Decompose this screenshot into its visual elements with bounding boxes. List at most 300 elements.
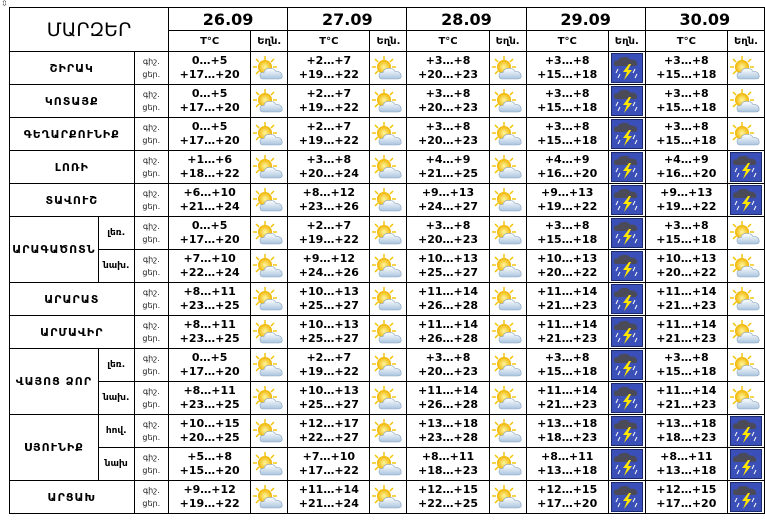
- region-name: ԼՈՌԻ: [10, 151, 135, 184]
- night-temperature: +11…+14: [417, 285, 479, 298]
- temperature-cell: [288, 118, 370, 151]
- time-labels: [134, 52, 168, 85]
- subregion-name: լեռ.: [98, 349, 134, 382]
- sun-cloud-icon: [490, 418, 526, 444]
- table-row: [10, 382, 765, 415]
- weather-cell: [489, 382, 526, 415]
- weather-cell: [608, 283, 645, 316]
- day-temperature: +19…+22: [298, 101, 359, 114]
- weather-cell: [608, 217, 645, 250]
- temperature-cell: [645, 283, 727, 316]
- day-temperature: +18…+23: [537, 431, 598, 444]
- night-temperature: +10…+13: [298, 318, 359, 331]
- weather-cell: [251, 481, 288, 514]
- night-temperature: +4…+9: [544, 153, 590, 166]
- weather-cell: [608, 415, 645, 448]
- day-temperature: +22…+27: [298, 431, 359, 444]
- weather-column-header: Եղն.: [251, 31, 288, 52]
- night-temperature: 0…+5: [191, 54, 228, 67]
- night-temperature: +12…+15: [656, 483, 717, 496]
- sun-cloud-icon: [490, 484, 526, 510]
- temperature-cell: [288, 52, 370, 85]
- day-temperature: +20…+23: [417, 101, 479, 114]
- weather-cell: [608, 151, 645, 184]
- night-temperature: +11…+14: [298, 483, 359, 496]
- weather-cell: [727, 250, 764, 283]
- sun-cloud-icon: [728, 286, 764, 312]
- weather-cell: [608, 52, 645, 85]
- time-labels: [134, 448, 168, 481]
- day-label: ցեր.: [142, 268, 161, 277]
- day-temperature: +17…+20: [179, 101, 240, 114]
- weather-cell: [370, 151, 407, 184]
- night-label: գիշ.: [142, 90, 160, 99]
- day-temperature: +21…+23: [656, 299, 717, 312]
- night-temperature: +9…+13: [421, 186, 475, 199]
- weather-cell: [727, 481, 764, 514]
- day-temperature: +18…+23: [417, 464, 479, 477]
- weather-cell: [608, 118, 645, 151]
- weather-cell: [370, 382, 407, 415]
- day-temperature: +13…+18: [537, 464, 598, 477]
- night-temperature: +9…+13: [660, 186, 713, 199]
- sun-cloud-icon: [728, 220, 764, 246]
- night-temperature: +8…+11: [541, 450, 594, 463]
- day-temperature: +18…+22: [179, 167, 240, 180]
- weather-cell: [370, 52, 407, 85]
- weather-cell: [608, 382, 645, 415]
- day-label: ցեր.: [142, 70, 161, 79]
- day-label: ցեր.: [142, 499, 161, 508]
- day-label: ցեր.: [142, 334, 161, 343]
- night-temperature: +10…+13: [417, 252, 479, 265]
- day-temperature: +23…+26: [298, 200, 359, 213]
- region-name: ԱՐԱՐԱՏ: [10, 283, 135, 316]
- region-name: ԱՐՄԱՎԻՐ: [10, 316, 135, 349]
- temperature-cell: [645, 448, 727, 481]
- temp-column-header: T°C: [288, 31, 370, 52]
- temperature-cell: [645, 481, 727, 514]
- sun-cloud-icon: [251, 385, 287, 411]
- temperature-cell: [288, 448, 370, 481]
- sun-cloud-icon: [490, 220, 526, 246]
- weather-cell: [727, 52, 764, 85]
- night-label: գիշ.: [142, 123, 160, 132]
- night-temperature: +11…+14: [537, 384, 598, 397]
- day-temperature: +21…+23: [537, 299, 598, 312]
- thunderstorm-icon: [609, 350, 645, 380]
- temperature-cell: [645, 316, 727, 349]
- thunderstorm-icon: [728, 185, 764, 215]
- table-row: [10, 250, 765, 283]
- temperature-cell: [169, 151, 251, 184]
- thunderstorm-icon: [609, 383, 645, 413]
- temperature-cell: [169, 382, 251, 415]
- temperature-cell: [526, 217, 608, 250]
- night-temperature: +3…+8: [306, 153, 352, 166]
- day-label: ցեր.: [142, 400, 161, 409]
- day-temperature: +26…+28: [417, 332, 479, 345]
- temperature-cell: [407, 85, 489, 118]
- sun-cloud-icon: [728, 319, 764, 345]
- sun-cloud-icon: [251, 55, 287, 81]
- weather-cell: [608, 85, 645, 118]
- sun-cloud-icon: [490, 352, 526, 378]
- weather-cell: [608, 250, 645, 283]
- sun-cloud-icon: [490, 55, 526, 81]
- temperature-cell: [407, 382, 489, 415]
- temperature-cell: [526, 415, 608, 448]
- day-temperature: +25…+27: [298, 398, 359, 411]
- night-temperature: +3…+8: [544, 54, 590, 67]
- night-temperature: +2…+7: [306, 351, 352, 364]
- day-temperature: +17…+20: [537, 497, 598, 510]
- weather-cell: [608, 349, 645, 382]
- weather-cell: [370, 316, 407, 349]
- night-temperature: +6…+10: [183, 186, 236, 199]
- sun-cloud-icon: [490, 319, 526, 345]
- weather-cell: [489, 316, 526, 349]
- day-temperature: +19…+22: [179, 497, 240, 510]
- weather-cell: [489, 151, 526, 184]
- date-header: 27.09: [288, 8, 407, 31]
- night-temperature: +8…+11: [660, 450, 713, 463]
- day-temperature: +20…+23: [417, 68, 479, 81]
- day-temperature: +19…+22: [298, 233, 359, 246]
- temperature-cell: [288, 184, 370, 217]
- day-temperature: +20…+22: [656, 266, 717, 279]
- sun-cloud-icon: [728, 121, 764, 147]
- weather-cell: [727, 184, 764, 217]
- weather-cell: [251, 316, 288, 349]
- weather-cell: [727, 85, 764, 118]
- night-temperature: +3…+8: [544, 351, 590, 364]
- weather-cell: [251, 151, 288, 184]
- temperature-cell: [645, 118, 727, 151]
- day-temperature: +13…+18: [656, 464, 717, 477]
- sun-cloud-icon: [728, 88, 764, 114]
- weather-cell: [251, 415, 288, 448]
- region-name: ՍՅՈՒՆԻՔ: [10, 415, 99, 481]
- temp-column-header: T°C: [169, 31, 251, 52]
- weather-cell: [489, 481, 526, 514]
- sun-cloud-icon: [251, 484, 287, 510]
- sun-cloud-icon: [370, 121, 406, 147]
- weather-cell: [251, 85, 288, 118]
- night-temperature: +2…+7: [306, 219, 352, 232]
- sun-cloud-icon: [251, 88, 287, 114]
- day-temperature: +26…+28: [417, 299, 479, 312]
- day-temperature: +23…+25: [179, 299, 240, 312]
- sun-cloud-icon: [728, 352, 764, 378]
- sun-cloud-icon: [251, 352, 287, 378]
- table-row: [10, 52, 765, 85]
- time-labels: [134, 481, 168, 514]
- thunderstorm-icon: [609, 53, 645, 83]
- night-temperature: 0…+5: [191, 120, 228, 133]
- day-temperature: +19…+22: [298, 68, 359, 81]
- weather-cell: [370, 85, 407, 118]
- temperature-cell: [288, 151, 370, 184]
- region-name: ԱՐԱԳԱԾՈՏՆ: [10, 217, 99, 283]
- forecast-table: [9, 7, 765, 514]
- night-label: գիշ.: [142, 354, 160, 363]
- sun-cloud-icon: [370, 154, 406, 180]
- sun-cloud-icon: [490, 88, 526, 114]
- time-labels: [134, 316, 168, 349]
- sun-cloud-icon: [370, 319, 406, 345]
- temperature-cell: [645, 85, 727, 118]
- day-temperature: +24…+27: [417, 200, 479, 213]
- weather-cell: [727, 283, 764, 316]
- time-labels: [134, 85, 168, 118]
- night-temperature: +10…+13: [656, 252, 717, 265]
- temperature-cell: [407, 217, 489, 250]
- temperature-cell: [169, 481, 251, 514]
- day-temperature: +17…+20: [179, 134, 240, 147]
- day-temperature: +21…+23: [656, 398, 717, 411]
- night-temperature: +8…+11: [183, 384, 236, 397]
- night-temperature: +7…+10: [183, 252, 236, 265]
- night-temperature: +8…+11: [183, 318, 236, 331]
- weather-cell: [251, 217, 288, 250]
- temperature-cell: [169, 283, 251, 316]
- night-temperature: 0…+5: [191, 87, 228, 100]
- weather-cell: [370, 448, 407, 481]
- day-temperature: +23…+25: [179, 332, 240, 345]
- day-temperature: +16…+20: [537, 167, 598, 180]
- night-temperature: +5…+8: [187, 450, 233, 463]
- night-temperature: +7…+10: [302, 450, 356, 463]
- day-temperature: +20…+23: [417, 233, 479, 246]
- time-labels: [134, 118, 168, 151]
- sun-cloud-icon: [490, 154, 526, 180]
- day-temperature: +21…+23: [656, 332, 717, 345]
- thunderstorm-icon: [609, 482, 645, 512]
- temperature-cell: [526, 283, 608, 316]
- weather-cell: [727, 382, 764, 415]
- weather-cell: [489, 250, 526, 283]
- temperature-cell: [526, 382, 608, 415]
- weather-column-header: Եղն.: [370, 31, 407, 52]
- weather-column-header: Եղն.: [608, 31, 645, 52]
- night-temperature: +12…+15: [417, 483, 479, 496]
- night-temperature: +10…+13: [537, 252, 598, 265]
- temperature-cell: [645, 217, 727, 250]
- temp-column-header: T°C: [407, 31, 489, 52]
- day-label: ցեր.: [142, 433, 161, 442]
- day-label: ցեր.: [142, 169, 161, 178]
- day-temperature: +15…+18: [537, 233, 598, 246]
- temperature-cell: [288, 415, 370, 448]
- time-labels: [134, 250, 168, 283]
- night-temperature: +3…+8: [425, 351, 471, 364]
- table-row: [10, 184, 765, 217]
- date-header: 28.09: [407, 8, 526, 31]
- thunderstorm-icon: [609, 317, 645, 347]
- night-temperature: 0…+5: [191, 351, 228, 364]
- thunderstorm-icon: [609, 284, 645, 314]
- temperature-cell: [407, 151, 489, 184]
- sun-cloud-icon: [490, 121, 526, 147]
- sun-cloud-icon: [490, 451, 526, 477]
- weather-cell: [727, 415, 764, 448]
- day-temperature: +21…+25: [417, 167, 479, 180]
- night-temperature: +9…+13: [541, 186, 594, 199]
- temperature-cell: [288, 250, 370, 283]
- date-header: 26.09: [169, 8, 288, 31]
- night-temperature: +3…+8: [544, 120, 590, 133]
- region-name: ՇԻՐԱԿ: [10, 52, 135, 85]
- day-temperature: +21…+23: [537, 332, 598, 345]
- day-temperature: +17…+20: [179, 365, 240, 378]
- subregion-name: նախ.: [98, 250, 134, 283]
- night-temperature: +3…+8: [663, 219, 709, 232]
- weather-cell: [251, 118, 288, 151]
- sun-cloud-icon: [490, 187, 526, 213]
- temperature-cell: [288, 316, 370, 349]
- thunderstorm-icon: [609, 251, 645, 281]
- night-temperature: +1…+6: [187, 153, 233, 166]
- night-label: գիշ.: [142, 453, 160, 462]
- thunderstorm-icon: [609, 218, 645, 248]
- temperature-cell: [645, 184, 727, 217]
- day-label: ցեր.: [142, 136, 161, 145]
- temperature-cell: [526, 118, 608, 151]
- time-labels: [134, 217, 168, 250]
- temperature-cell: [526, 250, 608, 283]
- night-temperature: +3…+8: [544, 87, 590, 100]
- temperature-cell: [526, 151, 608, 184]
- temperature-cell: [169, 217, 251, 250]
- temperature-cell: [169, 118, 251, 151]
- night-temperature: +3…+8: [425, 87, 471, 100]
- temperature-cell: [526, 316, 608, 349]
- sun-cloud-icon: [370, 286, 406, 312]
- weather-cell: [727, 316, 764, 349]
- temperature-cell: [169, 349, 251, 382]
- sun-cloud-icon: [370, 187, 406, 213]
- sun-cloud-icon: [728, 385, 764, 411]
- time-labels: [134, 349, 168, 382]
- day-temperature: +17…+20: [656, 497, 717, 510]
- night-temperature: +9…+12: [302, 252, 356, 265]
- weather-cell: [370, 481, 407, 514]
- weather-cell: [727, 217, 764, 250]
- night-temperature: +3…+8: [425, 219, 471, 232]
- night-temperature: +13…+18: [656, 417, 717, 430]
- weather-cell: [489, 349, 526, 382]
- day-temperature: +21…+24: [298, 497, 359, 510]
- night-temperature: +3…+8: [663, 54, 709, 67]
- night-temperature: +3…+8: [663, 351, 709, 364]
- night-temperature: +4…+9: [663, 153, 709, 166]
- table-row: [10, 217, 765, 250]
- weather-column-header: Եղն.: [489, 31, 526, 52]
- sun-cloud-icon: [370, 253, 406, 279]
- table-row: [10, 118, 765, 151]
- day-temperature: +15…+20: [179, 464, 240, 477]
- sun-cloud-icon: [370, 385, 406, 411]
- weather-cell: [727, 448, 764, 481]
- day-label: ցեր.: [142, 301, 161, 310]
- weather-cell: [251, 382, 288, 415]
- night-temperature: +11…+14: [417, 384, 479, 397]
- sun-cloud-icon: [251, 451, 287, 477]
- night-label: գիշ.: [142, 321, 160, 330]
- day-temperature: +19…+22: [656, 200, 717, 213]
- day-temperature: +17…+20: [179, 233, 240, 246]
- day-temperature: +23…+25: [179, 398, 240, 411]
- weather-cell: [489, 283, 526, 316]
- day-temperature: +24…+26: [298, 266, 359, 279]
- weather-cell: [370, 217, 407, 250]
- night-temperature: +8…+12: [302, 186, 356, 199]
- table-row: [10, 349, 765, 382]
- night-label: գիշ.: [142, 486, 160, 495]
- weather-cell: [251, 448, 288, 481]
- sun-cloud-icon: [251, 154, 287, 180]
- date-header: 29.09: [526, 8, 645, 31]
- weather-cell: [608, 316, 645, 349]
- table-row: [10, 316, 765, 349]
- thunderstorm-icon: [728, 416, 764, 446]
- region-name: ԱՐՑԱԽ: [10, 481, 135, 514]
- night-label: գիշ.: [142, 222, 160, 231]
- day-temperature: +25…+27: [417, 266, 479, 279]
- time-labels: [134, 283, 168, 316]
- temperature-cell: [169, 316, 251, 349]
- night-label: գիշ.: [142, 420, 160, 429]
- weather-cell: [370, 415, 407, 448]
- night-temperature: +13…+18: [537, 417, 598, 430]
- night-temperature: +2…+7: [306, 120, 352, 133]
- temperature-cell: [645, 349, 727, 382]
- day-temperature: +15…+18: [537, 68, 598, 81]
- day-temperature: +15…+18: [656, 365, 717, 378]
- night-temperature: +3…+8: [425, 54, 471, 67]
- temperature-cell: [288, 283, 370, 316]
- day-temperature: +15…+18: [537, 365, 598, 378]
- night-temperature: +8…+11: [183, 285, 236, 298]
- temperature-cell: [288, 349, 370, 382]
- weather-cell: [489, 118, 526, 151]
- weather-cell: [251, 349, 288, 382]
- temperature-cell: [169, 250, 251, 283]
- day-temperature: +23…+28: [417, 431, 479, 444]
- temperature-cell: [645, 382, 727, 415]
- day-temperature: +15…+18: [656, 134, 717, 147]
- weather-cell: [370, 118, 407, 151]
- day-temperature: +20…+25: [179, 431, 240, 444]
- temperature-cell: [169, 415, 251, 448]
- time-labels: [134, 151, 168, 184]
- day-label: ցեր.: [142, 466, 161, 475]
- night-temperature: +12…+17: [298, 417, 359, 430]
- temperature-cell: [645, 52, 727, 85]
- time-labels: [134, 184, 168, 217]
- temperature-cell: [407, 316, 489, 349]
- day-temperature: +20…+23: [417, 134, 479, 147]
- day-temperature: +20…+23: [417, 365, 479, 378]
- night-label: գիշ.: [142, 189, 160, 198]
- day-temperature: +25…+27: [298, 299, 359, 312]
- day-temperature: +17…+22: [298, 464, 359, 477]
- night-temperature: +13…+18: [417, 417, 479, 430]
- weather-cell: [727, 118, 764, 151]
- weather-cell: [251, 250, 288, 283]
- day-temperature: +15…+18: [656, 101, 717, 114]
